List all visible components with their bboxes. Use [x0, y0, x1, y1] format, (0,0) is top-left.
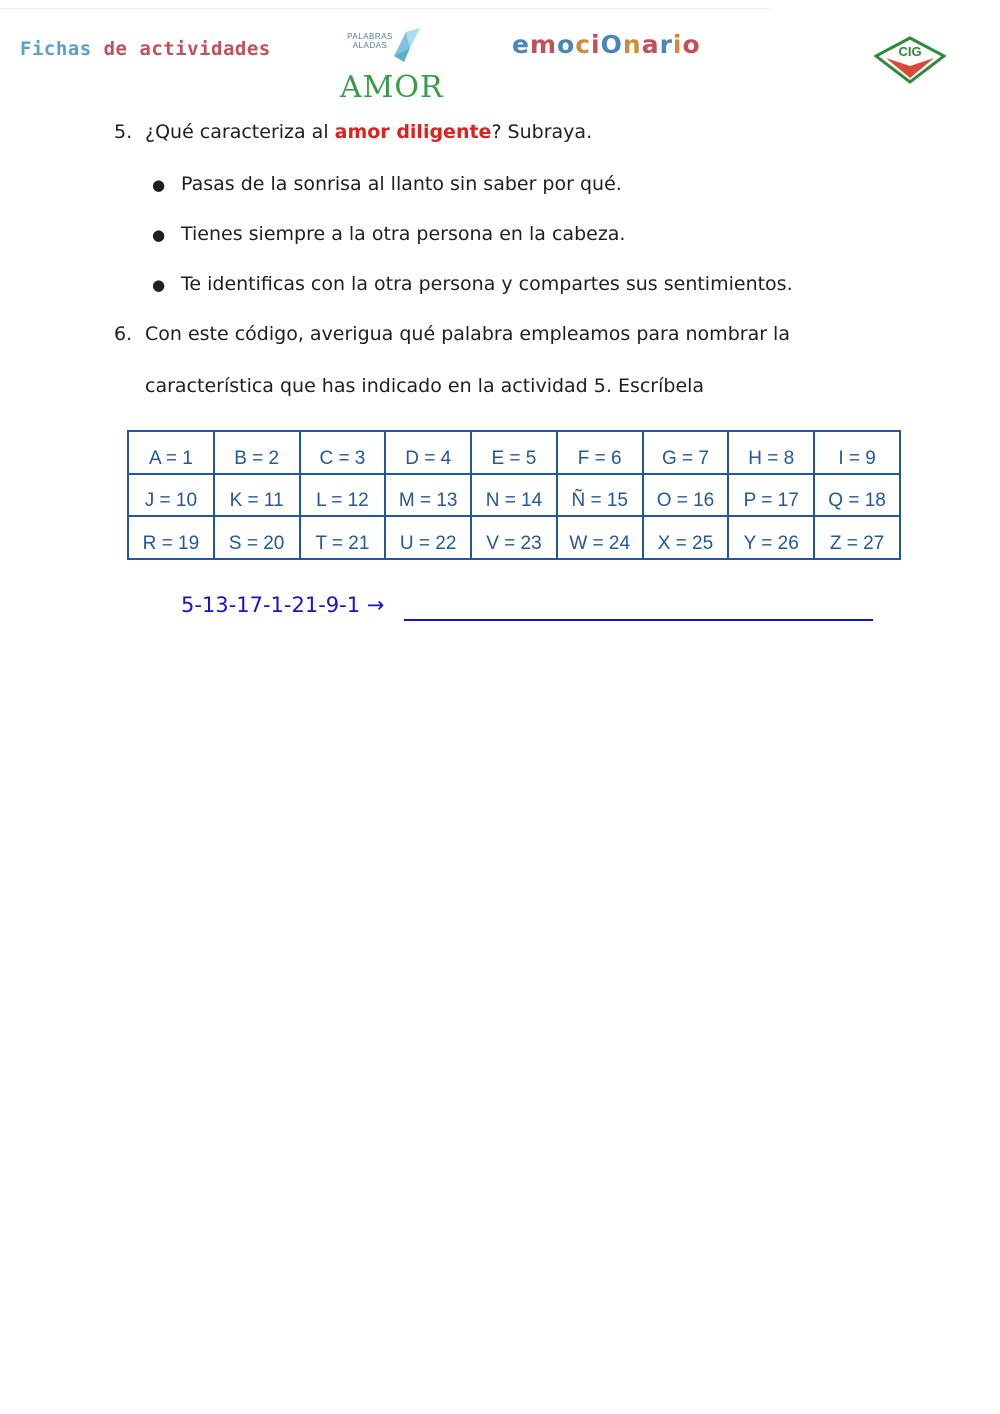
answer-code: 5-13-17-1-21-9-1 →: [181, 593, 385, 617]
code-cell: G = 7: [643, 431, 729, 474]
code-cell: H = 8: [728, 431, 814, 474]
answer-input-line[interactable]: [404, 619, 873, 621]
code-cell: P = 17: [728, 474, 814, 517]
code-cell: V = 23: [471, 516, 557, 559]
question-5-text-after: ? Subraya.: [491, 121, 593, 143]
brand-line-1: PALABRAS: [347, 32, 393, 41]
question-6-line-2: característica que has indicado en la actividad 5. Escríbela: [145, 375, 705, 397]
emo-letter: o: [557, 30, 576, 59]
top-rule: [0, 8, 770, 9]
fichas-word: Fichas: [20, 38, 92, 60]
code-cell: Y = 26: [728, 516, 814, 559]
emocionario-logo: [512, 30, 701, 59]
question-6: [114, 322, 790, 346]
code-cell: Q = 18: [814, 474, 900, 517]
paper-bird-icon: [392, 26, 422, 64]
actividades-word: actividades: [139, 38, 271, 60]
code-cell: S = 20: [214, 516, 300, 559]
code-cell: Z = 27: [814, 516, 900, 559]
palabras-aladas-logo: [336, 22, 466, 112]
option-3[interactable]: [152, 272, 793, 297]
option-3-text: Te identificas con la otra persona y compartes sus sentimientos.: [181, 273, 793, 295]
code-cell: F = 6: [557, 431, 643, 474]
code-cell: I = 9: [814, 431, 900, 474]
bullet-icon: ●: [152, 276, 166, 294]
code-cell: Ñ = 15: [557, 474, 643, 517]
question-5-highlight: amor diligente: [334, 121, 492, 143]
code-cell: J = 10: [128, 474, 214, 517]
code-cell: R = 19: [128, 516, 214, 559]
code-cell: N = 14: [471, 474, 557, 517]
option-1[interactable]: [152, 172, 622, 197]
code-cell: E = 5: [471, 431, 557, 474]
emo-letter: n: [622, 30, 642, 59]
brand-line-2: ALADAS: [352, 41, 388, 50]
code-cell: M = 13: [385, 474, 471, 517]
emo-letter: e: [512, 30, 530, 59]
question-number: 5.: [114, 121, 133, 143]
code-cell: D = 4: [385, 431, 471, 474]
emo-letter: i: [591, 30, 601, 59]
school-logo-text: CIG: [898, 44, 922, 59]
header-fichas-title: [20, 38, 271, 60]
question-5: [114, 120, 592, 144]
code-cell: A = 1: [128, 431, 214, 474]
option-2-text: Tienes siempre a la otra persona en la cabeza.: [181, 223, 626, 245]
code-row: [128, 474, 900, 517]
de-word: de: [91, 38, 140, 60]
code-cell: X = 25: [643, 516, 729, 559]
emo-letter: o: [682, 30, 701, 59]
code-table: [127, 430, 901, 560]
code-row: [128, 431, 900, 474]
theme-title: AMOR: [340, 70, 444, 105]
question-5-text-before: ¿Qué caracteriza al: [145, 121, 335, 143]
option-1-text: Pasas de la sonrisa al llanto sin saber por qué.: [181, 173, 622, 195]
code-cell: O = 16: [643, 474, 729, 517]
emo-letter: r: [659, 30, 673, 59]
code-cell: T = 21: [300, 516, 386, 559]
code-cell: K = 11: [214, 474, 300, 517]
option-2[interactable]: [152, 222, 625, 247]
emo-letter: a: [641, 30, 660, 59]
emo-letter: c: [575, 30, 592, 59]
question-number: 6.: [114, 323, 133, 345]
emo-letter: i: [672, 30, 683, 59]
code-cell: L = 12: [300, 474, 386, 517]
emo-letter: m: [529, 30, 558, 59]
code-cell: W = 24: [557, 516, 643, 559]
code-cell: U = 22: [385, 516, 471, 559]
brand-wordmark: [342, 32, 398, 50]
bullet-icon: ●: [152, 176, 166, 194]
code-cell: B = 2: [214, 431, 300, 474]
school-logo: [874, 36, 946, 86]
code-row: [128, 516, 900, 559]
bullet-icon: ●: [152, 226, 166, 244]
question-6-line-1: Con este código, averigua qué palabra empleamos para nombrar la: [145, 323, 790, 345]
emo-letter: O: [600, 30, 623, 59]
code-cell: C = 3: [300, 431, 386, 474]
